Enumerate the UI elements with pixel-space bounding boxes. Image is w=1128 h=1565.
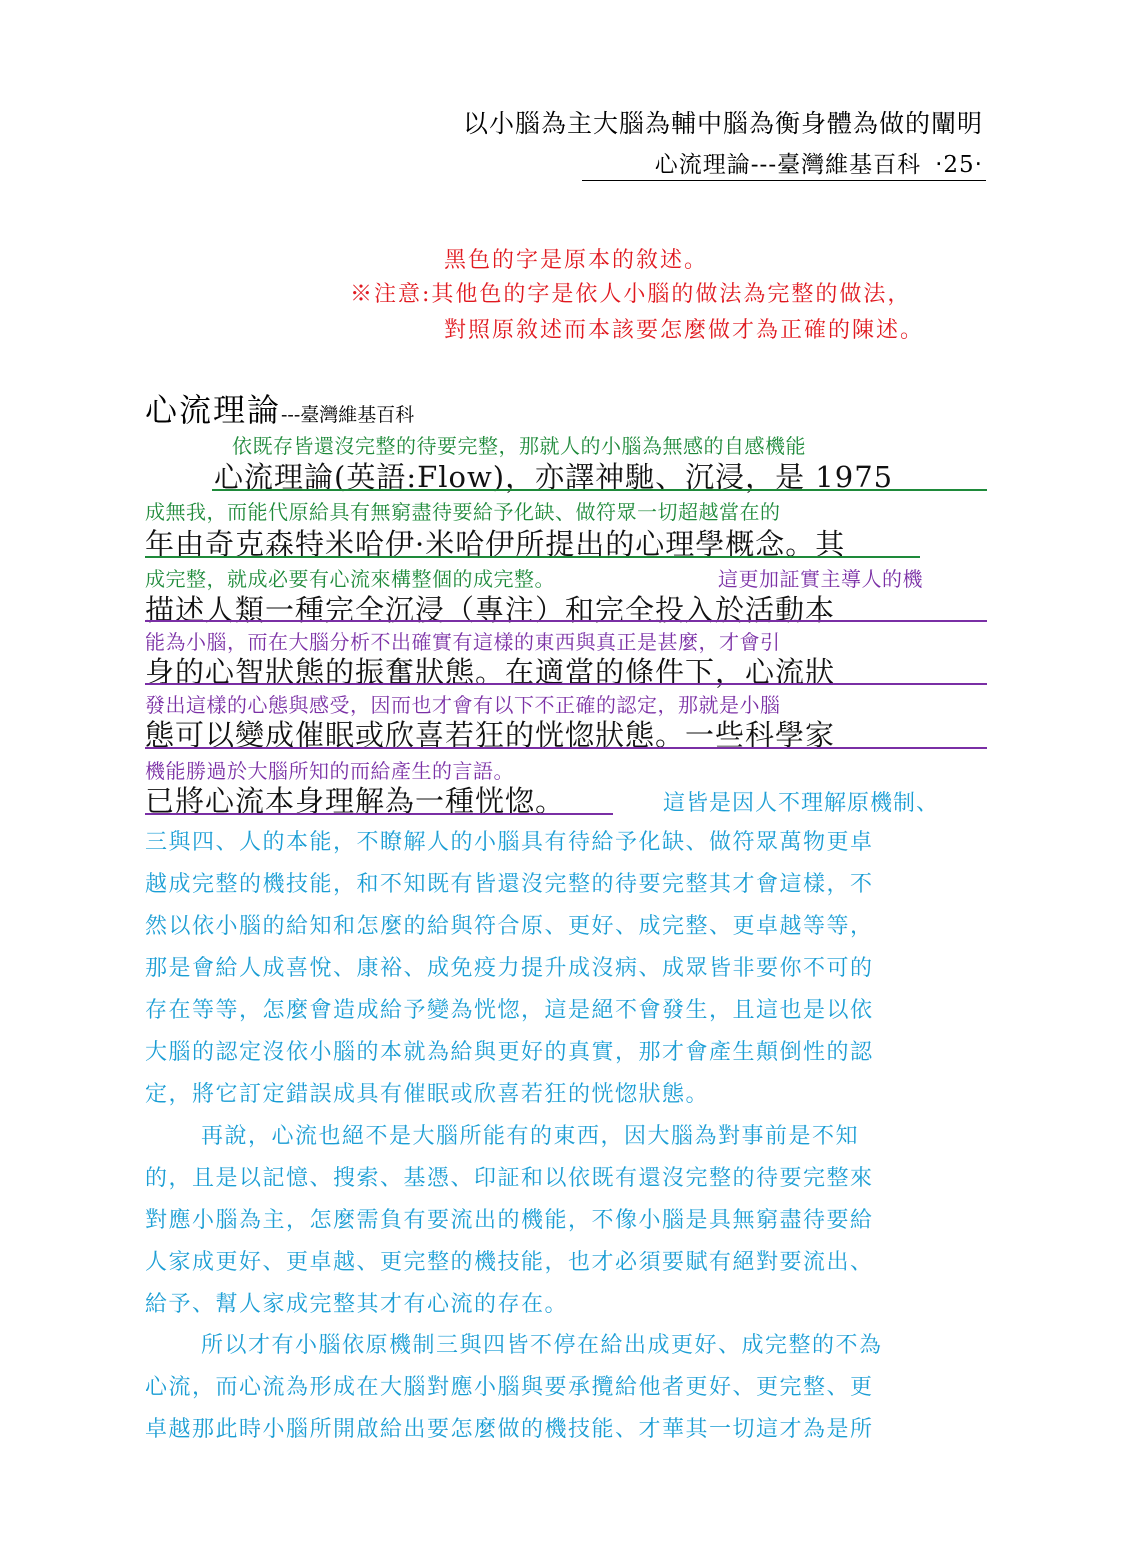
original-text-line: 描述人類一種完全沉浸（專注）和完全投入於活動本 bbox=[145, 593, 836, 627]
paragraph-line: 的，且是以記憶、搜索、基憑、印証和以依既有還沒完整的待要完整來 bbox=[145, 1166, 874, 1191]
header-divider bbox=[582, 180, 986, 181]
header-source: 心流理論---臺灣維基百科 bbox=[654, 152, 922, 178]
underline-purple bbox=[145, 620, 987, 622]
underline-purple bbox=[145, 683, 987, 685]
running-header-subtitle bbox=[655, 146, 983, 179]
annotation-line-purple: 發出這樣的心態與感受，因而也才會有以下不正確的認定，那就是小腦 bbox=[145, 693, 781, 717]
paragraph-line: 大腦的認定沒依小腦的本就為給與更好的真實，那才會產生顛倒性的認 bbox=[145, 1040, 874, 1065]
underline-purple bbox=[145, 813, 613, 815]
article-title bbox=[145, 385, 414, 431]
paragraph-line: 心流，而心流為形成在大腦對應小腦與要承攬給他者更好、更完整、更 bbox=[145, 1375, 874, 1400]
running-header-title: 以小腦為主大腦為輔中腦為衡身體為做的闡明 bbox=[462, 109, 983, 138]
paragraph-line: 再說，心流也絕不是大腦所能有的東西，因大腦為對事前是不知 bbox=[201, 1124, 860, 1149]
page-number: ‧25‧ bbox=[935, 152, 983, 178]
commentary-paragraph-1 bbox=[145, 822, 987, 1116]
commentary-paragraph-3 bbox=[145, 1325, 987, 1451]
annotation-line: 成完整，就成必要有心流來構整個的成完整。 bbox=[145, 567, 555, 591]
paragraph-line: 存在等等，怎麼會造成給予變為恍惚，這是絕不會發生，且這也是以依 bbox=[145, 998, 874, 1023]
original-text-line: 年由奇克森特米哈伊·米哈伊所提出的心理學概念。其 bbox=[145, 527, 846, 561]
original-text-line: 態可以變成催眠或欣喜若狂的恍惚狀態。一些科學家 bbox=[145, 718, 836, 752]
paragraph-line: 卓越那此時小腦所開啟給出要怎麼做的機技能、才華其一切這才為是所 bbox=[145, 1417, 874, 1442]
paragraph-line: 那是會給人成喜悅、康裕、成免疫力提升成沒病、成眾皆非要你不可的 bbox=[145, 956, 874, 981]
commentary-paragraph-2 bbox=[145, 1116, 987, 1326]
annotation-line-purple: 機能勝過於大腦所知的而給產生的言語。 bbox=[145, 759, 514, 783]
paragraph-line: 給予、幫人家成完整其才有心流的存在。 bbox=[145, 1292, 569, 1317]
original-text-line: 已將心流本身理解為一種恍惚。 bbox=[145, 784, 566, 818]
paragraph-line: 越成完整的機技能，和不知既有皆還沒完整的待要完整其才會這樣，不 bbox=[145, 872, 874, 897]
annotation-line-purple: 這更加証實主導人的機 bbox=[718, 567, 923, 591]
original-text-line: 心流理論(英語:Flow)，亦譯神馳、沉浸，是 1975 bbox=[214, 460, 894, 494]
annotation-line: 成無我，而能代原給具有無窮盡待要給予化缺、做符眾一切超越當在的 bbox=[145, 500, 781, 524]
title-source: ---臺灣維基百科 bbox=[281, 404, 415, 426]
notice-line-2: ※注意:其他色的字是依人小腦的做法為完整的做法， bbox=[350, 282, 912, 307]
paragraph-line: 所以才有小腦依原機制三與四皆不停在給出成更好、成完整的不為 bbox=[201, 1333, 883, 1358]
title-main: 心流理論 bbox=[145, 391, 282, 429]
notice-line-3: 對照原敘述而本該要怎麼做才為正確的陳述。 bbox=[444, 318, 925, 343]
paragraph-line: 對應小腦為主，怎麼需負有要流出的機能，不像小腦是具無窮盡待要給 bbox=[145, 1208, 874, 1233]
annotation-line-purple: 能為小腦，而在大腦分析不出確實有這樣的東西與真正是甚麼，才會引 bbox=[145, 630, 781, 654]
notice-line-1: 黑色的字是原本的敘述。 bbox=[444, 248, 709, 273]
paragraph-line: 定，將它訂定錯誤成具有催眠或欣喜若狂的恍惚狀態。 bbox=[145, 1082, 710, 1107]
commentary-start: 這皆是因人不理解原機制、 bbox=[663, 791, 940, 816]
annotation-line: 依既存皆還沒完整的待要完整，那就人的小腦為無感的自感機能 bbox=[232, 434, 806, 458]
paragraph-line: 三與四、人的本能，不瞭解人的小腦具有待給予化缺、做符眾萬物更卓 bbox=[145, 830, 874, 855]
underline-green bbox=[145, 556, 920, 558]
paragraph-line: 人家成更好、更卓越、更完整的機技能，也才必須要賦有絕對要流出、 bbox=[145, 1250, 874, 1275]
underline-green bbox=[212, 489, 987, 491]
underline-purple bbox=[145, 747, 987, 749]
paragraph-line: 然以依小腦的給知和怎麼的給與符合原、更好、成完整、更卓越等等， bbox=[145, 914, 874, 939]
original-text-line: 身的心智狀態的振奮狀態。在適當的條件下，心流狀 bbox=[145, 655, 836, 689]
